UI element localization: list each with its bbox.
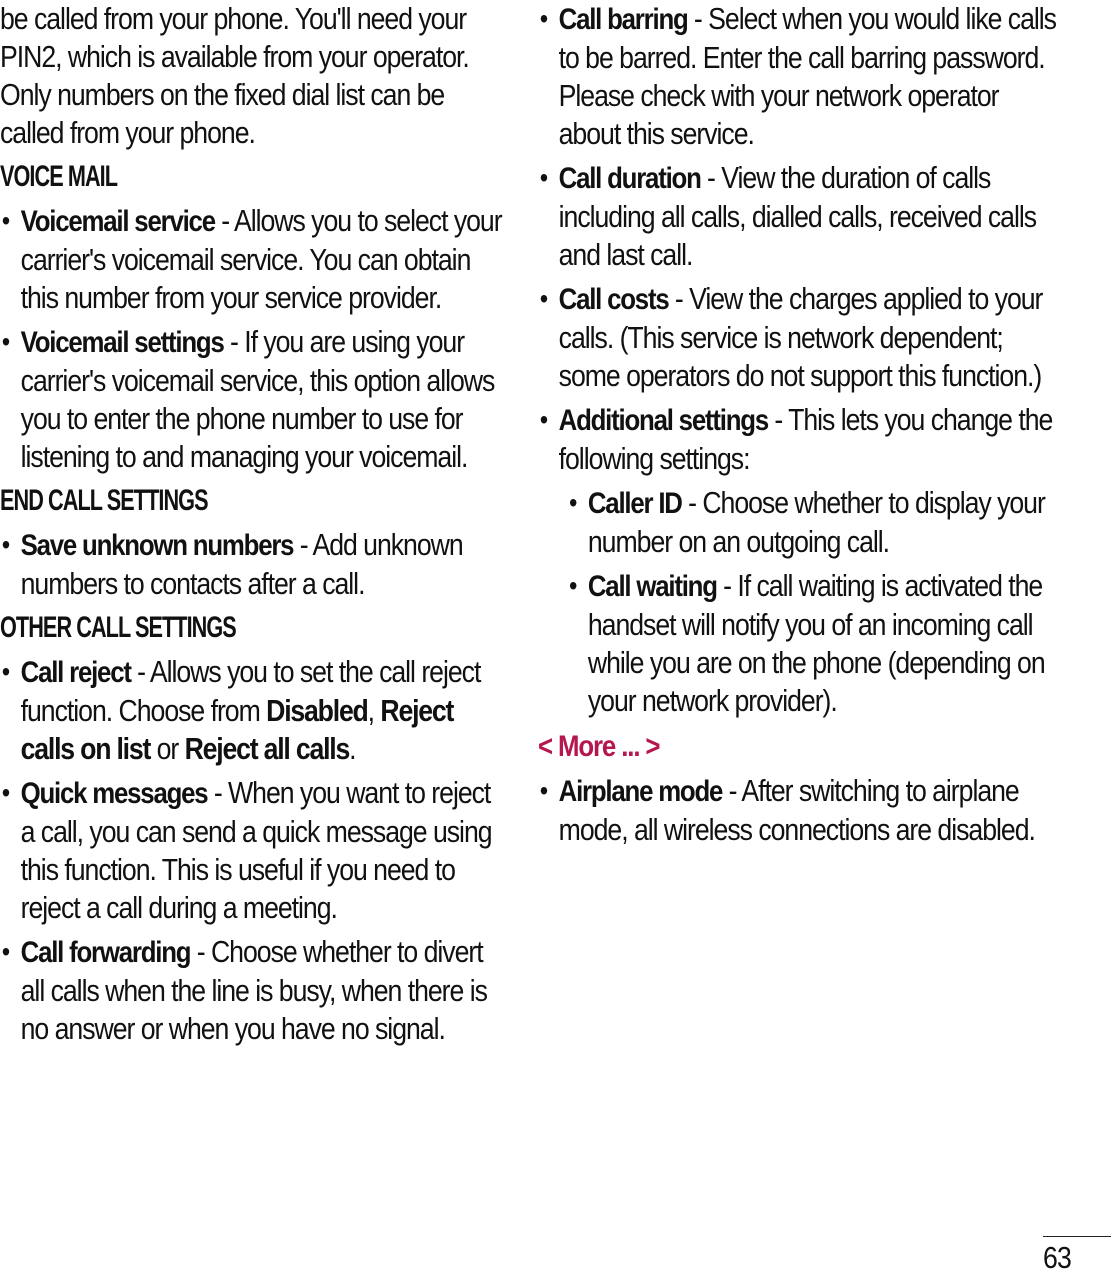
bullet: • xyxy=(1,656,10,687)
voice-mail-heading: VOICE MAIL xyxy=(0,160,118,193)
call-reject-end: . xyxy=(349,731,356,766)
left-column-text xyxy=(0,0,509,1048)
bullet: • xyxy=(539,283,548,314)
right-column xyxy=(538,0,1058,849)
call-reject-term: Call reject xyxy=(20,656,131,689)
page-number-rule xyxy=(1043,1236,1111,1237)
voicemail-service-desc: - Allows you to select your carrier's voicemail service. You can obtain this number from your service provider. xyxy=(20,203,502,315)
bullet: • xyxy=(1,777,10,808)
bullet: • xyxy=(1,205,10,236)
call-costs-desc: - View the charges applied to your calls. (This service is network dependent; some operators do not support this function.) xyxy=(558,281,1043,393)
quick-messages-item xyxy=(0,774,509,927)
call-reject-or: or xyxy=(150,731,185,766)
call-barring-item xyxy=(538,0,1057,153)
left-column xyxy=(0,0,510,1048)
save-unknown-numbers-item xyxy=(0,526,509,603)
call-reject-option-list: Reject calls on list xyxy=(20,693,454,766)
voicemail-settings-item xyxy=(0,323,509,476)
bullet: • xyxy=(1,529,10,560)
bullet: • xyxy=(568,487,577,518)
voicemail-service-item xyxy=(0,202,509,317)
call-costs-term: Call costs xyxy=(558,283,669,316)
call-barring-term: Call barring xyxy=(558,3,688,36)
call-reject-separator: , xyxy=(367,693,381,728)
bullet: • xyxy=(539,3,548,34)
call-reject-option-disabled: Disabled xyxy=(266,693,368,728)
voicemail-settings-term: Voicemail settings xyxy=(20,326,224,359)
call-duration-term: Call duration xyxy=(558,162,701,195)
bullet: • xyxy=(1,326,10,357)
call-reject-option-all: Reject all calls xyxy=(184,731,350,766)
call-waiting-item xyxy=(567,567,1057,720)
call-barring-desc: - Select when you would like calls to be barred. Enter the call barring password. Please check with your network operator about this service. xyxy=(558,1,1056,151)
call-costs-item xyxy=(538,280,1057,395)
airplane-mode-desc: - After switching to airplane mode, all wireless connections are disabled. xyxy=(558,773,1035,847)
bullet: • xyxy=(1,936,10,967)
caller-id-item xyxy=(567,484,1057,561)
right-column-text-lower xyxy=(538,772,1057,849)
voicemail-service-term: Voicemail service xyxy=(20,205,215,238)
intro-paragraph: be called from your phone. You'll need your PIN2, which is available from your operator. Only numbers on the fixed dial list can be called from your phone. xyxy=(0,1,469,150)
call-waiting-desc: - If call waiting is activated the handset will notify you of an incoming call while you are on the phone (depending on your network provider). xyxy=(587,568,1045,718)
more-label: < More ... > xyxy=(538,730,660,763)
quick-messages-desc: - When you want to reject a call, you can send a quick message using this function. This is useful if you need to reject a call during a meeting. xyxy=(20,775,492,925)
call-forwarding-item xyxy=(0,933,509,1048)
airplane-mode-item xyxy=(538,772,1057,849)
bullet: • xyxy=(539,404,548,435)
save-unknown-numbers-desc: - Add unknown numbers to contacts after a call. xyxy=(20,527,463,601)
call-forwarding-desc: - Choose whether to divert all calls when the line is busy, when there is no answer or when you have no signal. xyxy=(20,934,487,1046)
bullet: • xyxy=(539,162,548,193)
save-unknown-numbers-term: Save unknown numbers xyxy=(20,529,294,562)
bullet: • xyxy=(568,570,577,601)
airplane-mode-term: Airplane mode xyxy=(558,775,723,808)
call-forwarding-term: Call forwarding xyxy=(20,936,191,969)
page-number: 63 xyxy=(1043,1240,1071,1275)
additional-settings-desc: - This lets you change the following settings: xyxy=(558,402,1053,476)
additional-settings-item xyxy=(538,401,1057,478)
call-duration-desc: - View the duration of calls including all calls, dialled calls, received calls and last call. xyxy=(558,160,1037,272)
caller-id-term: Caller ID xyxy=(587,487,682,520)
caller-id-desc: - Choose whether to display your number on an outgoing call. xyxy=(587,485,1045,559)
other-call-settings-heading: OTHER CALL SETTINGS xyxy=(0,611,236,644)
call-duration-item xyxy=(538,159,1057,274)
additional-settings-term: Additional settings xyxy=(558,404,768,437)
call-waiting-term: Call waiting xyxy=(587,570,717,603)
end-call-settings-heading: END CALL SETTINGS xyxy=(0,484,208,517)
voicemail-settings-desc: - If you are using your carrier's voicemail service, this option allows you to enter the phone number to use for listening to and managing your voicemail. xyxy=(20,324,495,474)
call-reject-desc: - Allows you to set the call reject function. Choose from xyxy=(20,654,481,728)
quick-messages-term: Quick messages xyxy=(20,777,208,810)
bullet: • xyxy=(539,775,548,806)
right-column-text xyxy=(538,0,1057,720)
call-reject-item xyxy=(0,653,509,768)
